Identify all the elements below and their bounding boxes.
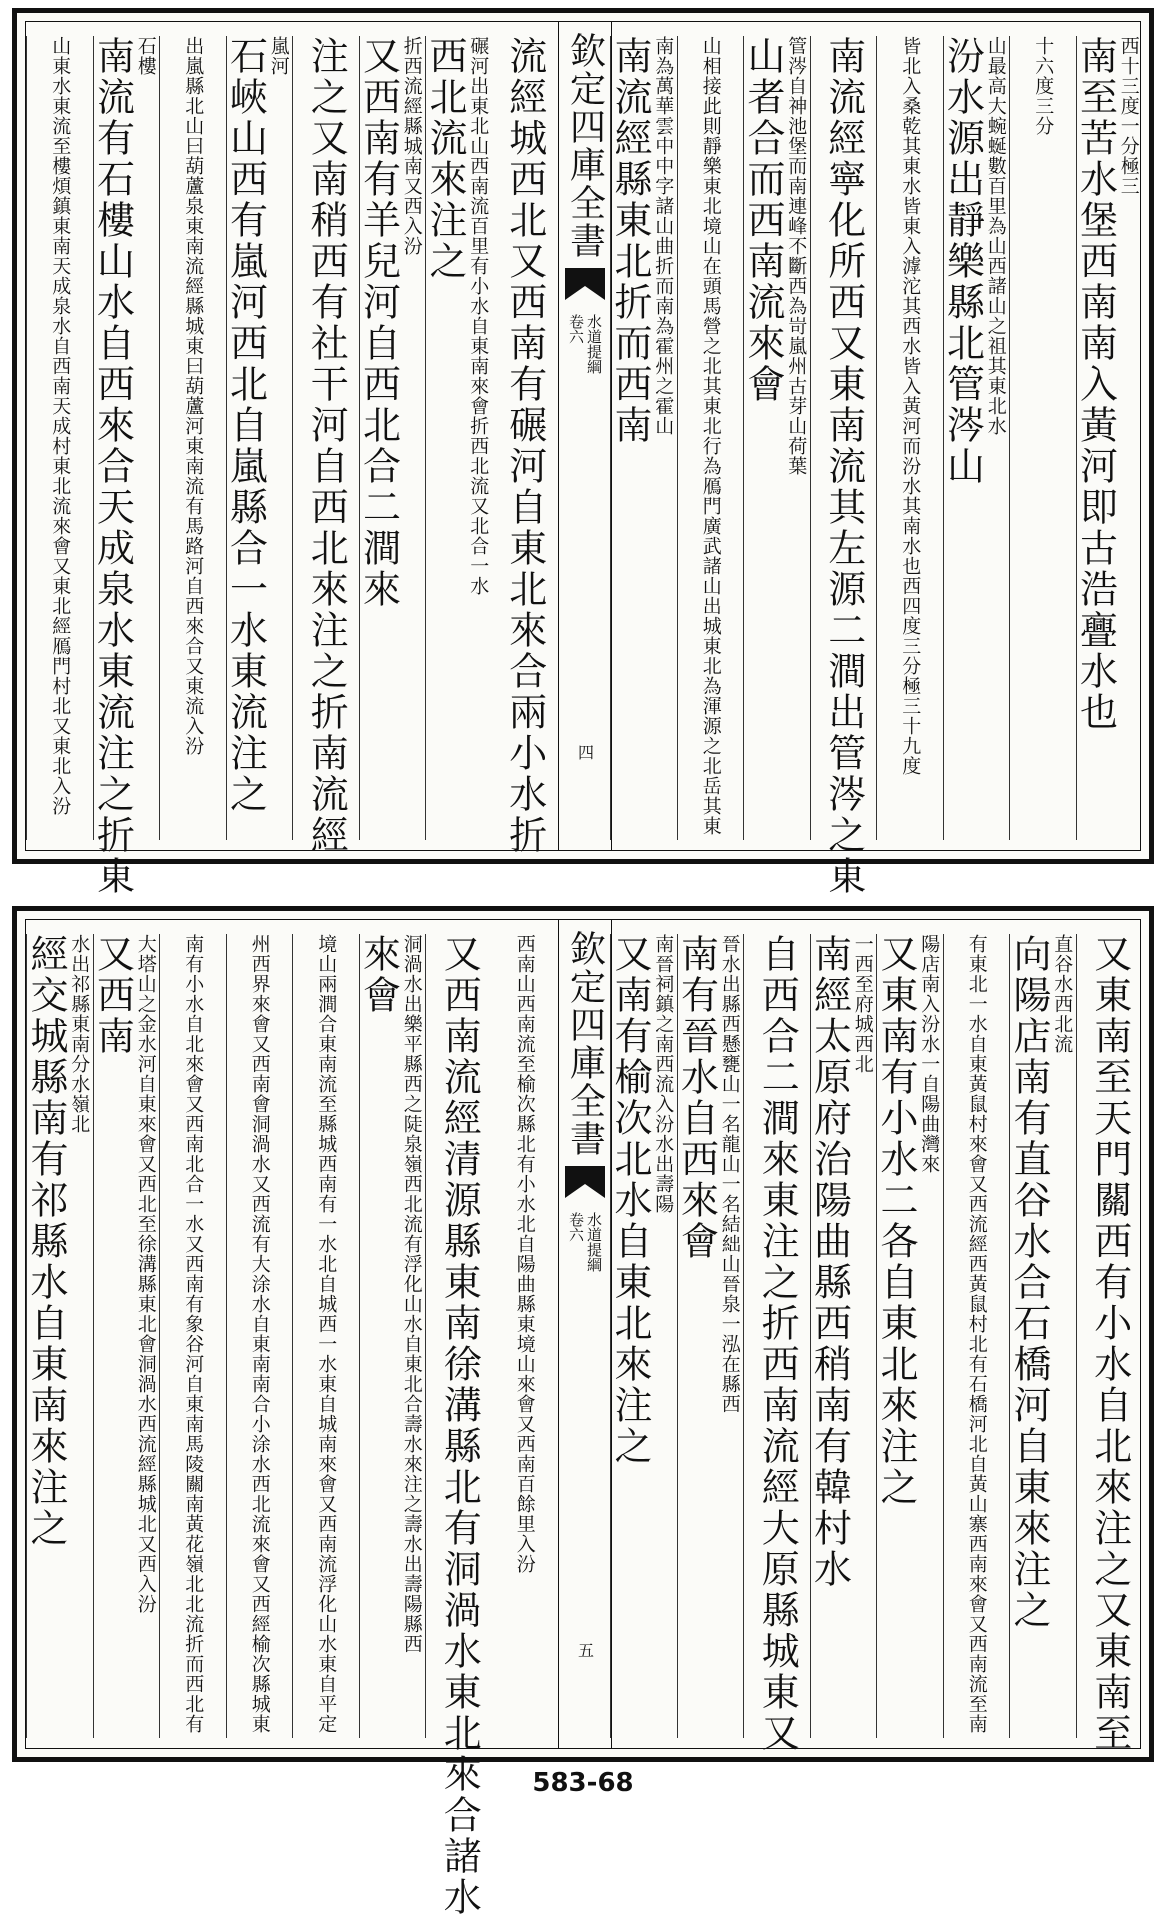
annotation-note: 有東北一水自東黃鼠村來會又西流經西黃鼠村北有石橋河北自黃山寨西南來會又西南流至南	[965, 934, 988, 1734]
main-text: 南流經縣東北折而西南	[608, 36, 652, 446]
center-fold-column	[558, 920, 612, 1748]
main-text: 自西合二澗來東注之折西南流經大原縣城東又	[755, 934, 800, 1754]
text-column	[356, 934, 427, 1738]
annotation-note: 大塔山之金水河自東來會又西北至徐溝縣東北會洞渦水西流經縣城北又西入汾	[134, 934, 157, 1614]
main-text: 向陽店南有直谷水合石橋河自東來注之	[1007, 934, 1051, 1631]
text-column	[292, 36, 360, 856]
main-text: 南至苦水堡西南南入黃河即古浩亹水也	[1073, 36, 1118, 733]
main-text: 汾水源出靜樂縣北管涔山	[940, 36, 985, 487]
text-column	[1076, 934, 1144, 1754]
main-text: 來會	[356, 934, 401, 1016]
text-column	[226, 934, 294, 1738]
text-column	[492, 36, 559, 856]
main-text: 石峽山西有嵐河西北自嵐縣合一水東流注之	[223, 36, 268, 815]
annotation-note: 山相接此則靜樂東北境山在頭馬營之北其東北行為鴈門廣武諸山出城東北為渾源之北岳其東	[699, 36, 722, 836]
main-text: 又東南有小水二各自東北來注之	[874, 934, 918, 1508]
annotation-note: 西南山西南流至榆次縣北有小水北自陽曲縣東境山來會又西南百餘里入汾	[513, 934, 536, 1574]
main-text: 經交城縣南有祁縣水自東南來注之	[24, 934, 68, 1549]
page-frame	[25, 21, 1141, 897]
annotation-note: 碾河出東北山西南流百里有小水自東南來會折西北流又北合一水	[467, 36, 490, 596]
annotation-note: 山東水東流至樓煩鎮東南天成泉水自西南天成村東北流來會又東北經鴈門村北又東北入汾	[49, 36, 72, 816]
text-column	[1009, 36, 1077, 840]
book-title: 欽定四庫全書	[564, 32, 606, 260]
text-column	[492, 934, 559, 1738]
folio-number: 四	[575, 744, 595, 760]
annotation-note: 水出祁縣東南分水嶺北	[68, 934, 91, 1134]
volume-label: 水道提綱 卷六	[567, 314, 603, 374]
main-text: 流經城西北又西南有碾河自東北來合兩小水折	[502, 36, 547, 856]
annotation-note: 一西至府城西北	[851, 934, 874, 1074]
text-column	[743, 36, 811, 840]
text-column	[90, 934, 161, 1738]
main-text: 南流有石樓山水自西來合天成泉水東流注之折東	[90, 36, 135, 897]
annotation-note: 管涔自神池堡而南連峰不斷西為岢嵐州古芽山荷葉	[785, 36, 808, 476]
text-column	[610, 934, 678, 1738]
text-column	[356, 36, 427, 840]
fishtail-mark-icon	[563, 266, 607, 302]
text-column	[743, 934, 811, 1754]
annotation-note: 陽店南入汾水一自陽曲灣來	[918, 934, 941, 1174]
fishtail-mark-icon	[563, 1164, 607, 1200]
annotation-note: 皆北入桑乾其東水皆東入滹沱其西水皆入黃河而汾水其南水也西四度三分極三十九度	[899, 36, 922, 776]
text-column	[425, 934, 493, 1918]
main-text: 又西南流經清源縣東南徐溝縣北有洞渦水東北來合諸水	[437, 934, 482, 1918]
text-column	[26, 934, 94, 1738]
main-text: 南經太原府治陽曲縣西稍南有韓村水	[807, 934, 852, 1590]
text-column	[677, 36, 745, 840]
text-column	[26, 36, 94, 840]
annotation-note: 直谷水西北流	[1051, 934, 1074, 1054]
annotation-note: 南有小水自北來會又西南北合一水又西南有象谷河自東南馬陵關南黃花嶺北北流折而西北有	[182, 934, 205, 1734]
annotation-note: 折西流經縣城南又西入汾	[400, 36, 423, 256]
text-column	[807, 934, 878, 1738]
text-column	[610, 36, 678, 840]
annotation-note: 南晉祠鎮之南西流入汾水出壽陽	[652, 934, 675, 1214]
text-column	[159, 934, 227, 1738]
text-column	[223, 36, 294, 840]
annotation-note: 出嵐縣北山曰葫蘆泉東南流經縣城東曰葫蘆河東南流有馬路河自西來合又東流入汾	[182, 36, 205, 756]
text-column	[90, 36, 161, 897]
main-text: 注之又南稍西有社干河自西北來注之折南流經	[304, 36, 349, 856]
text-column	[159, 36, 227, 840]
text-column	[292, 934, 360, 1738]
annotation-note: 西十三度一分極三	[1117, 36, 1140, 196]
main-text: 又西南	[90, 934, 135, 1057]
book-title: 欽定四庫全書	[564, 930, 606, 1158]
main-text: 又東南至天門關西有小水自北來注之又東南至	[1087, 934, 1132, 1754]
text-column	[876, 934, 944, 1738]
text-column	[425, 36, 493, 840]
main-text: 又西南有羊兒河自西北合二澗來	[356, 36, 401, 610]
text-column	[940, 36, 1011, 840]
main-text: 南有晉水自西來會	[674, 934, 719, 1262]
annotation-note: 十六度三分	[1032, 36, 1055, 136]
text-column	[810, 36, 878, 897]
text-column	[1009, 934, 1077, 1738]
main-text: 西北流來注之	[423, 36, 467, 282]
main-text: 又南有榆次北水自東北來注之	[608, 934, 652, 1467]
volume-label: 水道提綱 卷六	[567, 1212, 603, 1272]
annotation-note: 石樓	[134, 36, 157, 76]
annotation-note: 洞渦水出樂平縣西之陡泉嶺西北流有浮化山水自東北合壽水來注之壽水出壽陽縣西	[400, 934, 423, 1654]
annotation-note: 晉水出縣西懸甕山一名龍山一名結絀山晉泉一泓在縣西	[718, 934, 741, 1414]
folio-number: 五	[575, 1642, 595, 1658]
annotation-note: 州西界來會又西南會洞渦水又西流有大涂水自東南南合小涂水西北流來會又西經榆次縣城東	[248, 934, 271, 1734]
text-column	[1073, 36, 1144, 840]
text-column	[674, 934, 745, 1738]
footer-code: 583-68	[532, 1768, 634, 1798]
main-text: 南流經寧化所西又東南流其左源二澗出管涔之東	[821, 36, 866, 897]
text-column	[876, 36, 944, 840]
main-text: 山者合而西南流來會	[741, 36, 785, 405]
center-fold-column	[558, 22, 612, 850]
annotation-note: 南為萬華雲中中字諸山曲折而南為霍州之霍山	[652, 36, 675, 436]
annotation-note: 山最高大蜿蜒數百里為山西諸山之祖其東北水	[984, 36, 1007, 436]
annotation-note: 嵐河	[267, 36, 290, 76]
page-top	[12, 8, 1154, 897]
text-column	[943, 934, 1011, 1738]
annotation-note: 境山兩澗合東南流至縣城西南有一水北自城西一水東自城南來會又西南流浮化山水東自平定	[315, 934, 338, 1734]
